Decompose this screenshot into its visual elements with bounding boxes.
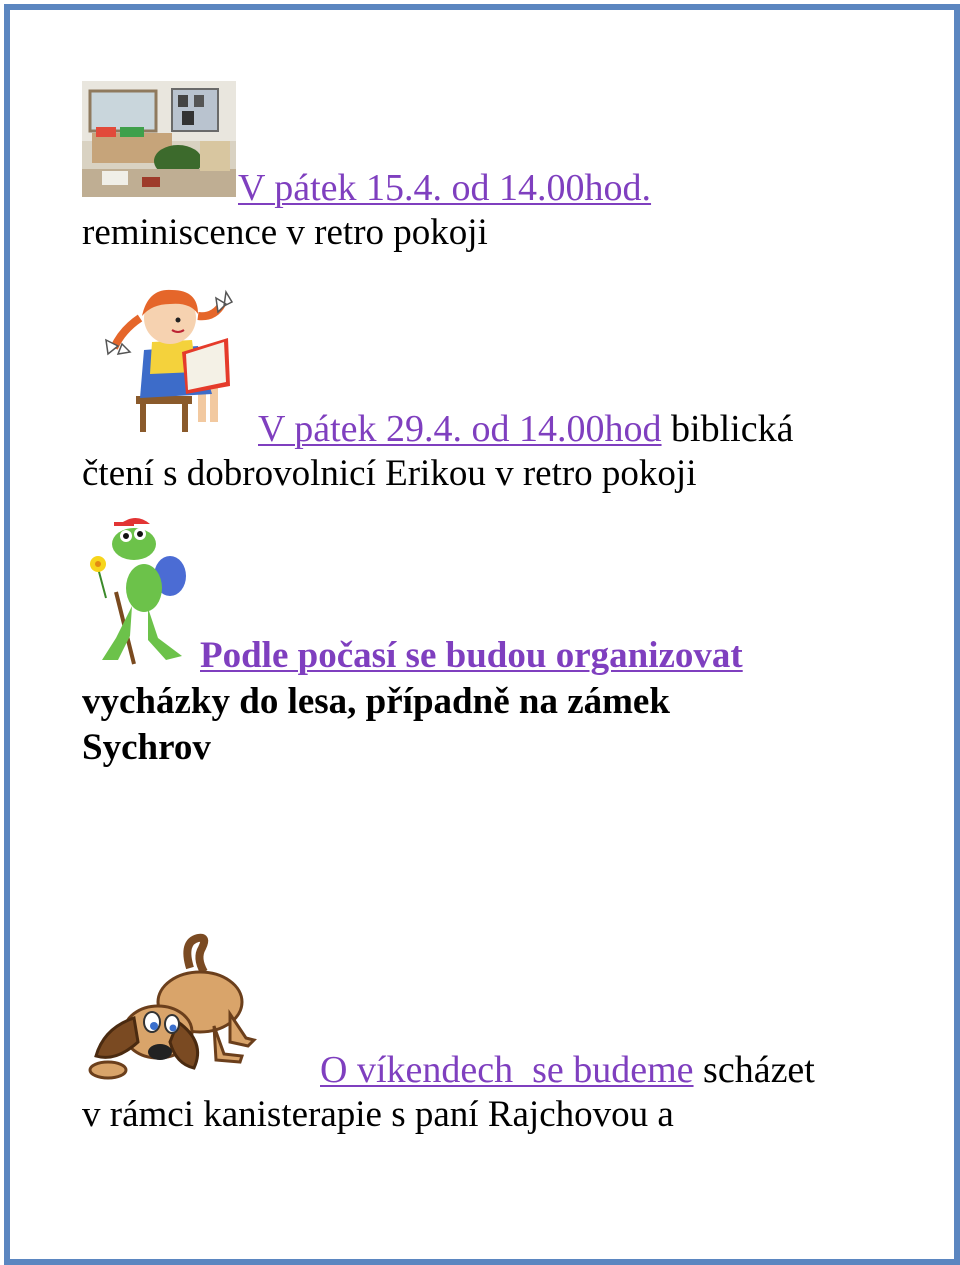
event2-link[interactable]: V pátek 29.4. od 14.00hod [258, 408, 662, 450]
retro-room-photo [82, 81, 236, 197]
reading-girl-illustration [100, 282, 248, 432]
event4-link[interactable]: O víkendech se budeme [320, 1049, 694, 1091]
event4-heading-rest: scházet [693, 1049, 815, 1091]
hiking-frog-illustration [86, 518, 196, 668]
event1-link[interactable]: V pátek 15.4. od 14.00hod. [238, 167, 652, 209]
event4-heading [320, 1051, 815, 1089]
event2-heading [258, 410, 793, 448]
event3-link[interactable]: Podle počasí se budou organizovat [200, 635, 743, 676]
event1-description: reminiscence v retro pokoji [82, 212, 488, 253]
event2-heading-rest: biblická [661, 408, 794, 450]
event2-description: čtení s dobrovolnicí Erikou v retro pokoji [82, 453, 697, 494]
event3-description-cont: Sychrov [82, 727, 211, 768]
event4-description: v rámci kanisterapie s paní Rajchovou a [82, 1094, 674, 1135]
dog-illustration [82, 932, 258, 1080]
event3-description: vycházky do lesa, případně na zámek [82, 681, 670, 722]
